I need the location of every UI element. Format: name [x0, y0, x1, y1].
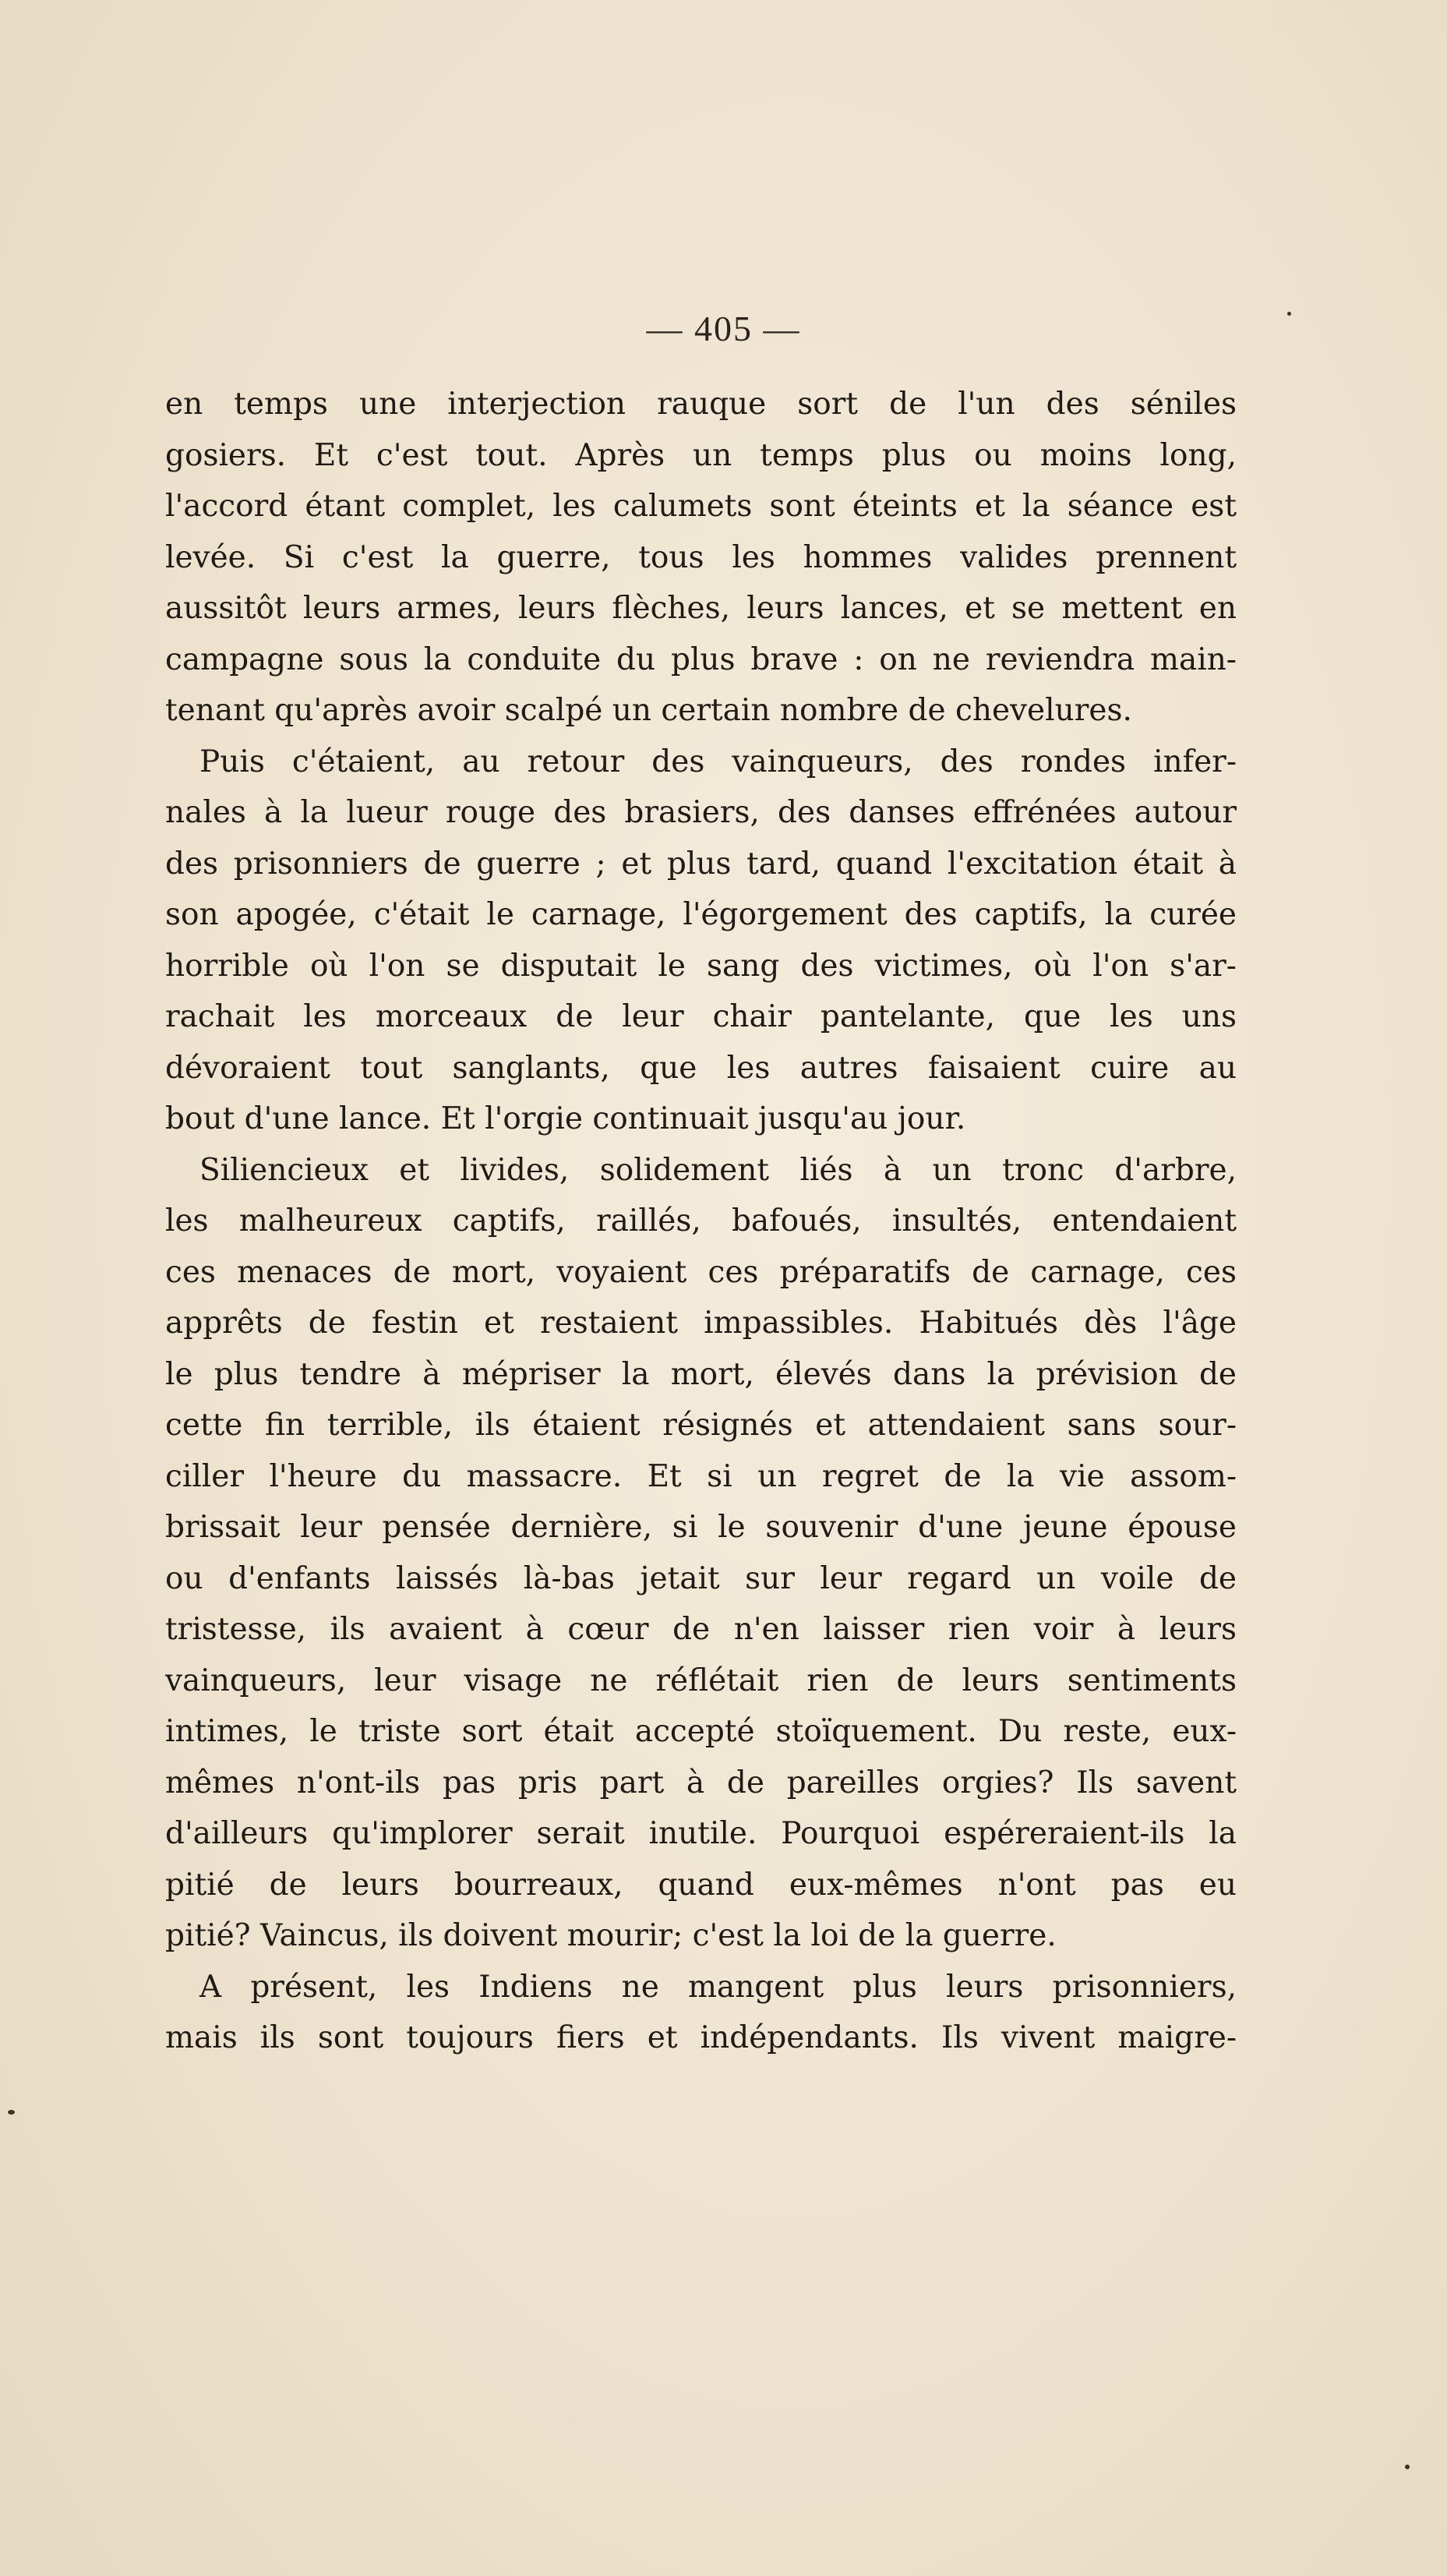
text-line: en temps une interjection rauque sort de l'un des séniles	[165, 387, 1237, 422]
text-line: Puis c'étaient, au retour des vainqueurs, des rondes infer-	[199, 744, 1237, 779]
paper-speck-decoration	[8, 2110, 15, 2115]
paper-speck-decoration	[1405, 2465, 1410, 2469]
text-line: aussitôt leurs armes, leurs flèches, leurs lances, et se mettent en	[165, 591, 1237, 626]
text-line: gosiers. Et c'est tout. Après un temps plus ou moins long,	[165, 437, 1237, 473]
paragraph-2	[165, 737, 1237, 1145]
text-line: les malheureux captifs, raillés, bafoués, insultés, entendaient	[165, 1203, 1237, 1239]
paragraph-3	[165, 1145, 1237, 1962]
paper-speck-decoration	[1287, 312, 1291, 316]
text-line: mais ils sont toujours fiers et indépendants. Ils vivent maigre-	[165, 2020, 1237, 2055]
text-line: rachait les morceaux de leur chair pantelante, que les uns	[165, 999, 1237, 1034]
text-line: d'ailleurs qu'implorer serait inutile. Pourquoi espéreraient-ils la	[165, 1816, 1237, 1851]
text-line: campagne sous la conduite du plus brave : on ne reviendra main-	[165, 641, 1237, 677]
paragraph-1	[165, 379, 1237, 737]
paragraph-4	[165, 1962, 1237, 2064]
text-line: pitié de leurs bourreaux, quand eux-mêmes n'ont pas eu	[165, 1867, 1237, 1903]
text-line: mêmes n'ont-ils pas pris part à de pareilles orgies? Ils savent	[165, 1765, 1237, 1800]
text-line: ces menaces de mort, voyaient ces préparatifs de carnage, ces	[165, 1254, 1237, 1290]
text-line: le plus tendre à mépriser la mort, élevés dans la prévision de	[165, 1356, 1237, 1392]
text-line: pitié? Vaincus, ils doivent mourir; c'est la loi de la guerre.	[165, 1918, 1057, 1953]
text-line: levée. Si c'est la guerre, tous les hommes valides prennent	[165, 539, 1237, 575]
text-line: cette fin terrible, ils étaient résignés et attendaient sans sour-	[165, 1408, 1237, 1443]
text-line: brissait leur pensée dernière, si le souvenir d'une jeune épouse	[165, 1510, 1237, 1545]
page-number: — 405 —	[646, 309, 801, 348]
text-line: ou d'enfants laissés là-bas jetait sur leur regard un voile de	[165, 1560, 1237, 1596]
body-text	[165, 379, 1237, 2064]
text-line: tenant qu'après avoir scalpé un certain nombre de chevelures.	[165, 693, 1132, 728]
text-line: horrible où l'on se disputait le sang des victimes, où l'on s'ar-	[165, 948, 1237, 984]
text-line: dévoraient tout sanglants, que les autres faisaient cuire au	[165, 1050, 1237, 1086]
text-line: vainqueurs, leur visage ne réflétait rien de leurs sentiments	[165, 1663, 1237, 1698]
text-line: nales à la lueur rouge des brasiers, des danses effrénées autour	[165, 795, 1237, 830]
text-line: l'accord étant complet, les calumets sont éteints et la séance est	[165, 489, 1237, 524]
text-line: intimes, le triste sort était accepté stoïquement. Du reste, eux-	[165, 1714, 1237, 1749]
text-line: des prisonniers de guerre ; et plus tard, quand l'excitation était à	[165, 846, 1237, 882]
text-line: bout d'une lance. Et l'orgie continuait jusqu'au jour.	[165, 1101, 966, 1136]
text-line: apprêts de festin et restaient impassibles. Habitués dès l'âge	[165, 1306, 1237, 1341]
text-line: son apogée, c'était le carnage, l'égorgement des captifs, la curée	[165, 897, 1237, 932]
text-line: Siliencieux et livides, solidement liés à un tronc d'arbre,	[199, 1152, 1237, 1188]
text-line: tristesse, ils avaient à cœur de n'en laisser rien voir à leurs	[165, 1612, 1237, 1647]
text-line: ciller l'heure du massacre. Et si un regret de la vie assom-	[165, 1458, 1237, 1494]
text-line: A présent, les Indiens ne mangent plus leurs prisonniers,	[199, 1969, 1237, 2005]
